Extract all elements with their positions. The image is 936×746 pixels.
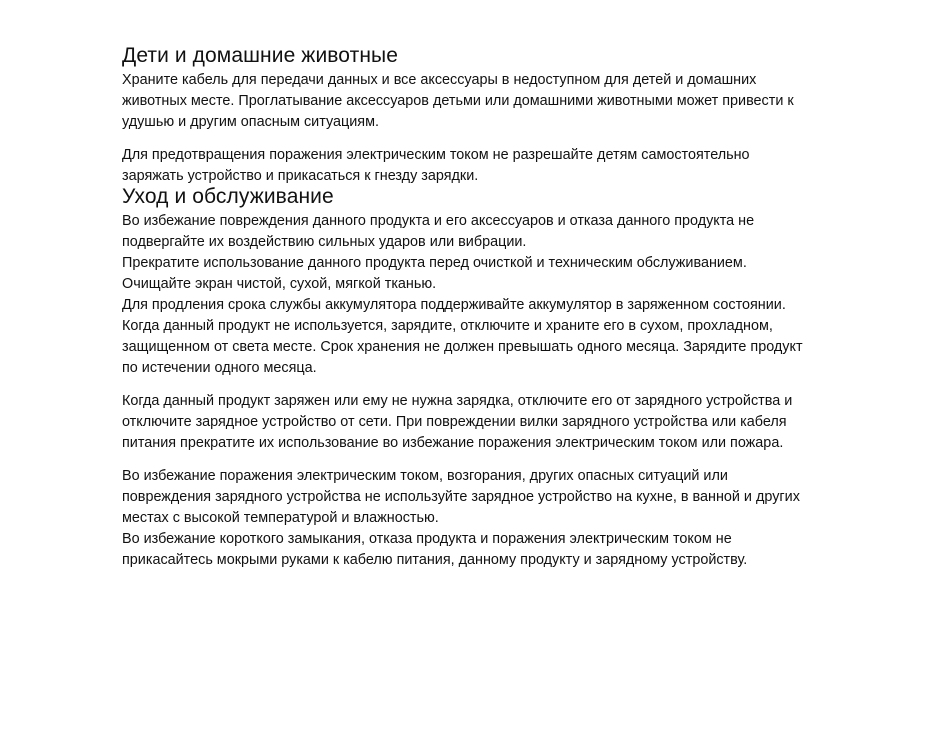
paragraph-care-4: Когда данный продукт заряжен или ему не нужна зарядка, отключите его от зарядного устройства и отключите зарядное устройство от сети. При повреждении вилки зарядного устройства или кабеля питания прекратите их использование во избежание поражения электрическим током или пожара. <box>122 393 793 451</box>
paragraph-children-pets-1: Храните кабель для передачи данных и все аксессуары в недоступном для детей и домашних животных месте. Проглатывание аксессуаров детьми или домашними животными может привести к удушью и другим опасным ситуациям. <box>122 72 794 130</box>
section-title-children-pets: Дети и домашние животные <box>122 44 398 67</box>
document-page <box>122 44 812 571</box>
paragraph-care-2: Прекратите использование данного продукта перед очисткой и техническим обслуживанием. Очищайте экран чистой, сухой, мягкой тканью. <box>122 255 747 292</box>
section-title-care-maintenance: Уход и обслуживание <box>122 185 334 208</box>
paragraph-care-6: Во избежание короткого замыкания, отказа продукта и поражения электрическим током не прикасайтесь мокрыми руками к кабелю питания, данному продукту и зарядному устройству. <box>122 531 748 568</box>
paragraph-care-5: Во избежание поражения электрическим током, возгорания, других опасных ситуаций или повреждения зарядного устройства не используйте зарядное устройство на кухне, в ванной и других местах с высокой температурой и влажностью. <box>122 468 800 526</box>
paragraph-care-3: Для продления срока службы аккумулятора поддерживайте аккумулятор в заряженном состоянии. Когда данный продукт не используется, зарядите, отключите и храните его в сухом, прохладном, защищенном от света месте. Срок хранения не должен превышать одного месяца. Зарядите продукт по истечении одного месяца. <box>122 297 803 376</box>
paragraph-care-1: Во избежание повреждения данного продукта и его аксессуаров и отказа данного продукта не подвергайте их воздействию сильных ударов или вибрации. <box>122 213 755 250</box>
paragraph-children-pets-2: Для предотвращения поражения электрическим током не разрешайте детям самостоятельно заряжать устройство и прикасаться к гнезду зарядки. <box>122 147 750 184</box>
